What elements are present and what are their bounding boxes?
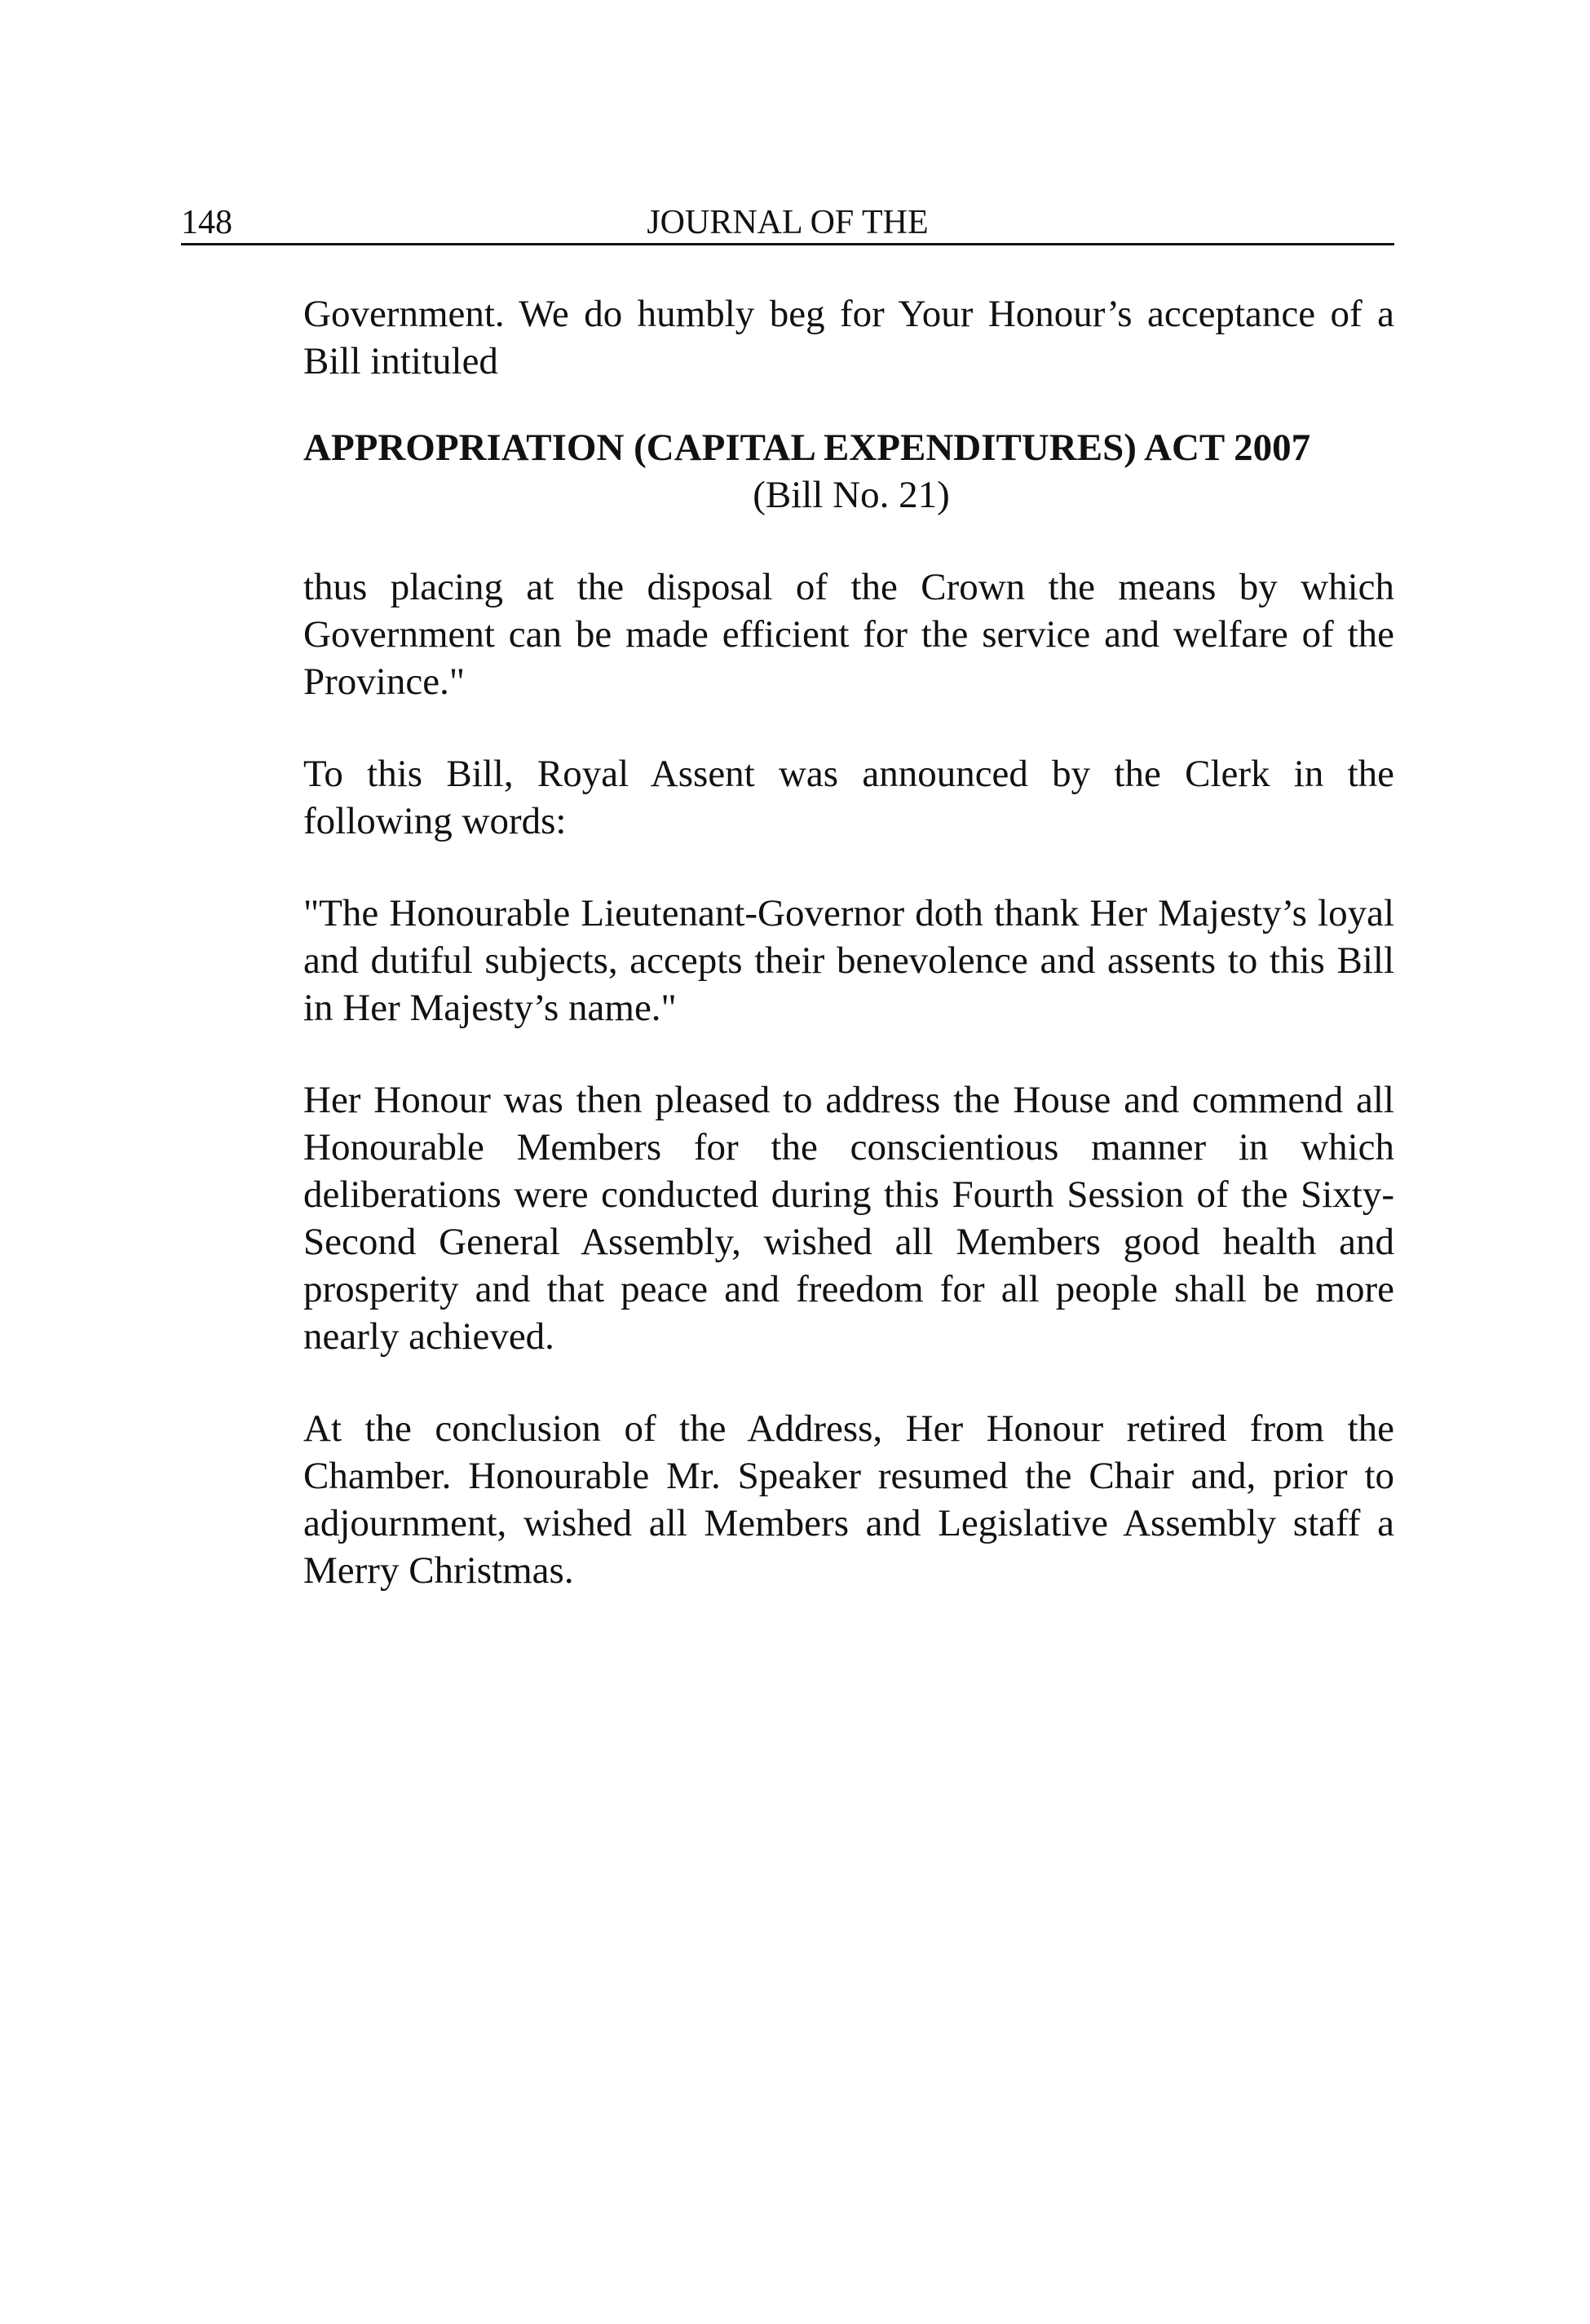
running-head: JOURNAL OF THE [647, 204, 929, 241]
paragraph-assent-words: "The Honourable Lieutenant-Governor doth thank Her Majesty’s loyal and dutiful subjects, accepts their benevolence and assents to this Bill in Her Majesty’s name." [303, 892, 1394, 1029]
paragraph-conclusion: At the conclusion of the Address, Her Honour retired from the Chamber. Honourable Mr. Speaker resumed the Chair and, prior to adjournment, wished all Members and Legislative Assembly staff a Merry Christmas. [303, 1407, 1394, 1592]
paragraph-address: Her Honour was then pleased to address the House and commend all Honourable Members for the conscientious manner in which deliberations were conducted during this Fourth Session of the Sixty-Second General Assembly, wished all Members good health and prosperity and that peace and freedom for all people shall be more nearly achieved. [303, 1079, 1394, 1358]
page-header [181, 202, 1394, 245]
paragraph-crown-disposal: thus placing at the disposal of the Crown the means by which Government can be made efficient for the service and welfare of the Province." [303, 566, 1394, 703]
intro-paragraph: Government. We do humbly beg for Your Honour’s acceptance of a Bill intituled [303, 293, 1394, 382]
bill-number: (Bill No. 21) [753, 474, 950, 516]
bill-title: APPROPRIATION (CAPITAL EXPENDITURES) ACT 2007 [303, 426, 1311, 469]
paragraph-royal-assent: To this Bill, Royal Assent was announced by the Clerk in the following words: [303, 753, 1394, 842]
journal-body [303, 290, 1394, 1639]
page-number: 148 [181, 204, 232, 241]
